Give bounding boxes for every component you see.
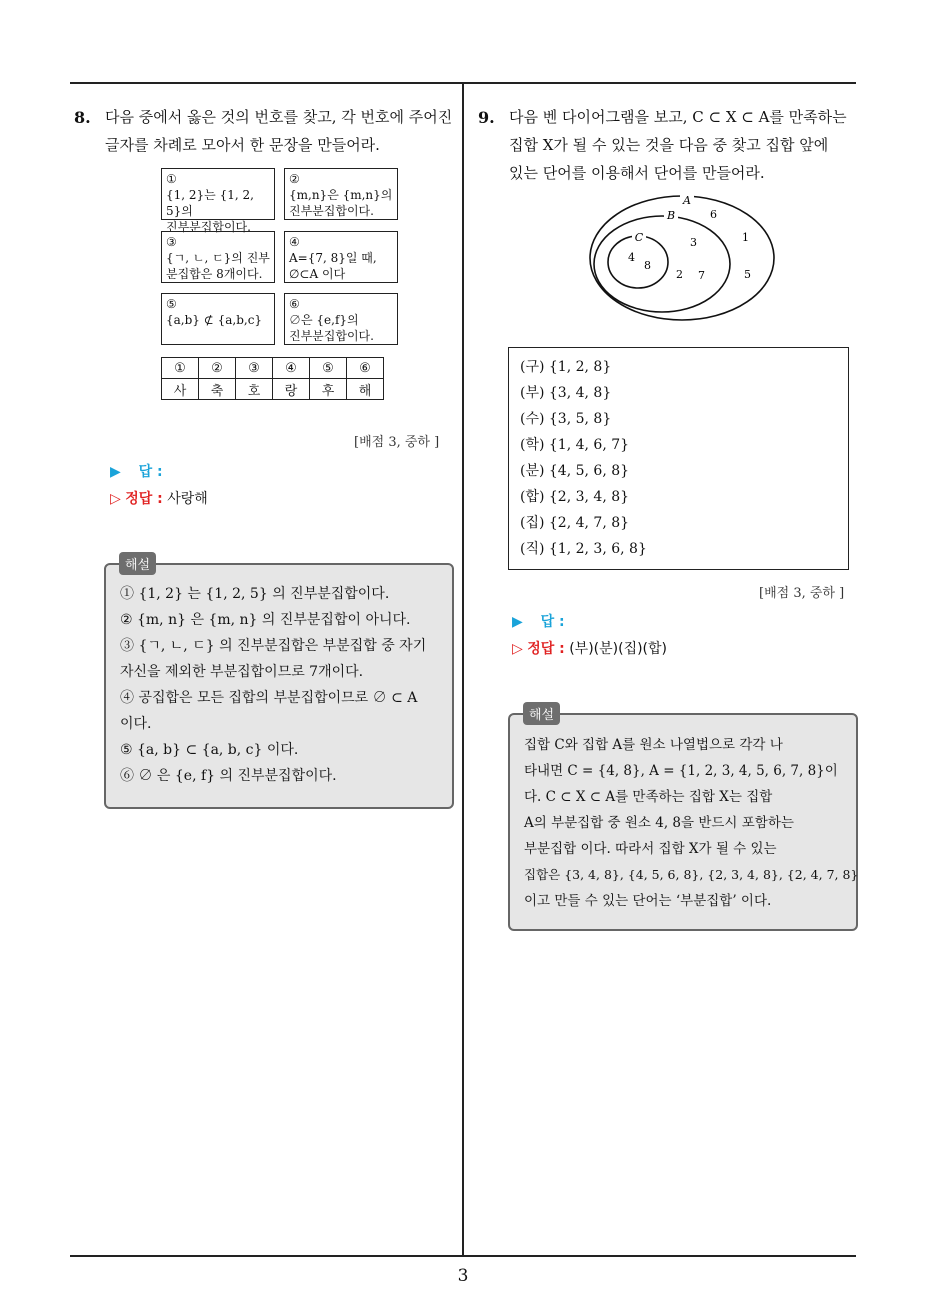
q9-explanation-box [508,713,858,931]
table-cell: 해 [347,379,384,400]
page-number: 3 [457,1266,469,1286]
q9-score: [배점 3, 중하 ] [759,586,845,601]
table-cell: ④ [273,358,310,379]
choice-number: ⑥ [289,297,300,311]
q8-text-line: 글자를 차례로 모아서 한 문장을 만들어라. [105,136,380,154]
q9-explanation-tag: 해설 [523,702,560,725]
explanation-line: ⑤ {a, b} ⊂ {a, b, c} 이다. [120,742,299,758]
explanation-line: ① {1, 2} 는 {1, 2, 5} 의 진부분집합이다. [120,586,390,602]
q9-answer-row [512,611,565,631]
choice-text: {ㄱ, ㄴ, ㄷ}의 진부 [166,251,270,265]
set-label-C: C [634,231,644,244]
explanation-line: 다. C ⊂ X ⊂ A를 만족하는 집합 X는 집합 [524,789,773,805]
correct-value: (부)(분)(집)(합) [569,641,668,657]
choice-text: ∅은 {e,f}의 [289,313,359,327]
q9-options-box [508,347,849,570]
choice-text: 진부분집합이다. [166,220,251,234]
explanation-line: ③ {ㄱ, ㄴ, ㄷ} 의 진부분집합은 부분집합 중 자기 [120,638,427,654]
venn-element: 3 [690,236,697,249]
column-divider [462,82,464,1257]
q8-text [105,103,452,159]
table-cell: ① [162,358,199,379]
q8-score: [배점 3, 중하 ] [354,435,440,450]
q8-choice-box-5 [161,293,275,345]
table-cell: ⑥ [347,358,384,379]
table-cell: 사 [162,379,199,400]
bottom-rule [70,1255,856,1257]
venn-element: 6 [710,208,717,221]
triangle-outline-icon: ▷ [110,491,121,507]
q8-choice-box-3 [161,231,275,283]
play-icon: ▶ [110,464,121,480]
option-item: (합) {2, 3, 4, 8} [520,489,630,505]
explanation-line: ⑥ ∅ 은 {e, f} 의 진부분집합이다. [120,768,337,784]
correct-label: 정답 : [125,491,163,507]
q8-answer-row [110,461,163,481]
set-A-ellipse [590,196,774,320]
option-item: (직) {1, 2, 3, 6, 8} [520,541,647,557]
q8-choice-box-6 [284,293,398,345]
venn-element: 8 [644,259,651,272]
table-row [162,379,384,400]
venn-element: 2 [676,268,683,281]
option-item: (수) {3, 5, 8} [520,411,612,427]
choice-text: A={7, 8}일 때, [289,251,377,265]
option-item: (부) {3, 4, 8} [520,385,612,401]
choice-number: ⑤ [166,297,177,311]
q8-choice-box-2 [284,168,398,220]
q9-number: 9. [478,108,495,127]
choice-text: ∅⊂A 이다 [289,267,346,281]
q9-text-line: 다음 벤 다이어그램을 보고, C ⊂ X ⊂ A를 만족하는 [509,108,847,126]
table-cell: ⑤ [310,358,347,379]
answer-label: 답 : [138,464,163,480]
venn-element: 5 [744,268,751,281]
table-cell: 축 [199,379,236,400]
choice-text: 분집합은 8개이다. [166,267,263,281]
set-B-ellipse [594,216,730,312]
q8-letter-table [161,357,384,400]
answer-label: 답 : [540,614,565,630]
play-icon: ▶ [512,614,523,630]
q8-number: 8. [74,108,91,127]
choice-text: {1, 2}는 {1, 2, 5}의 [166,188,254,218]
choice-text: {a,b} ⊄ {a,b,c} [166,313,263,327]
q9-correct-row [512,638,667,658]
q9-text-line: 있는 단어를 이용해서 단어를 만들어라. [509,164,765,182]
option-item: (학) {1, 4, 6, 7} [520,437,630,453]
table-cell: 후 [310,379,347,400]
q8-text-line: 다음 중에서 옳은 것의 번호를 찾고, 각 번호에 주어진 [105,108,453,126]
correct-label: 정답 : [527,641,565,657]
table-cell: ② [199,358,236,379]
triangle-outline-icon: ▷ [512,641,523,657]
q8-choice-box-1 [161,168,275,234]
option-item: (구) {1, 2, 8} [520,359,612,375]
table-cell: 호 [236,379,273,400]
choice-number: ④ [289,235,300,249]
venn-element: 1 [742,231,749,244]
venn-element: 7 [698,269,705,282]
option-item: (집) {2, 4, 7, 8} [520,515,630,531]
venn-element: 4 [628,251,635,264]
choice-text: 진부분집합이다. [289,204,374,218]
correct-value: 사랑해 [167,491,208,507]
choice-text: 진부분집합이다. [289,329,374,343]
explanation-line: ④ 공집합은 모든 집합의 부분집합이므로 ∅ ⊂ A [120,690,418,706]
q8-explanation-tag: 해설 [119,552,156,575]
explanation-line: 집합은 {3, 4, 8}, {4, 5, 6, 8}, {2, 3, 4, 8}, {2, 4, 7, 8} [524,867,859,882]
set-label-B: B [666,209,676,222]
venn-diagram [586,190,782,326]
choice-number: ③ [166,235,177,249]
set-label-A: A [683,194,691,207]
option-item: (분) {4, 5, 6, 8} [520,463,630,479]
q8-choice-box-4 [284,231,398,283]
explanation-line: ② {m, n} 은 {m, n} 의 진부분집합이 아니다. [120,612,411,628]
explanation-line: 타내면 C = {4, 8}, A = {1, 2, 3, 4, 5, 6, 7, 8}이 [524,763,838,779]
q8-correct-row [110,488,208,508]
q9-text [509,103,847,187]
choice-number: ① [166,172,177,186]
explanation-line: A의 부분집합 중 원소 4, 8을 반드시 포함하는 [524,815,794,831]
explanation-line: 부분집합 이다. 따라서 집합 X가 될 수 있는 [524,841,777,857]
q8-explanation-box [104,563,454,809]
table-cell: 랑 [273,379,310,400]
table-row [162,358,384,379]
explanation-line: 집합 C와 집합 A를 원소 나열법으로 각각 나 [524,737,783,753]
explanation-line: 자신을 제외한 부분집합이므로 7개이다. [120,664,364,680]
choice-text: {m,n}은 {m,n}의 [289,188,393,202]
table-cell: ③ [236,358,273,379]
explanation-line: 이다. [120,716,152,732]
choice-number: ② [289,172,300,186]
explanation-line: 이고 만들 수 있는 단어는 ‘부분집합’ 이다. [524,893,772,909]
q9-text-line: 집합 X가 될 수 있는 것을 다음 중 찾고 집합 앞에 [509,136,829,154]
